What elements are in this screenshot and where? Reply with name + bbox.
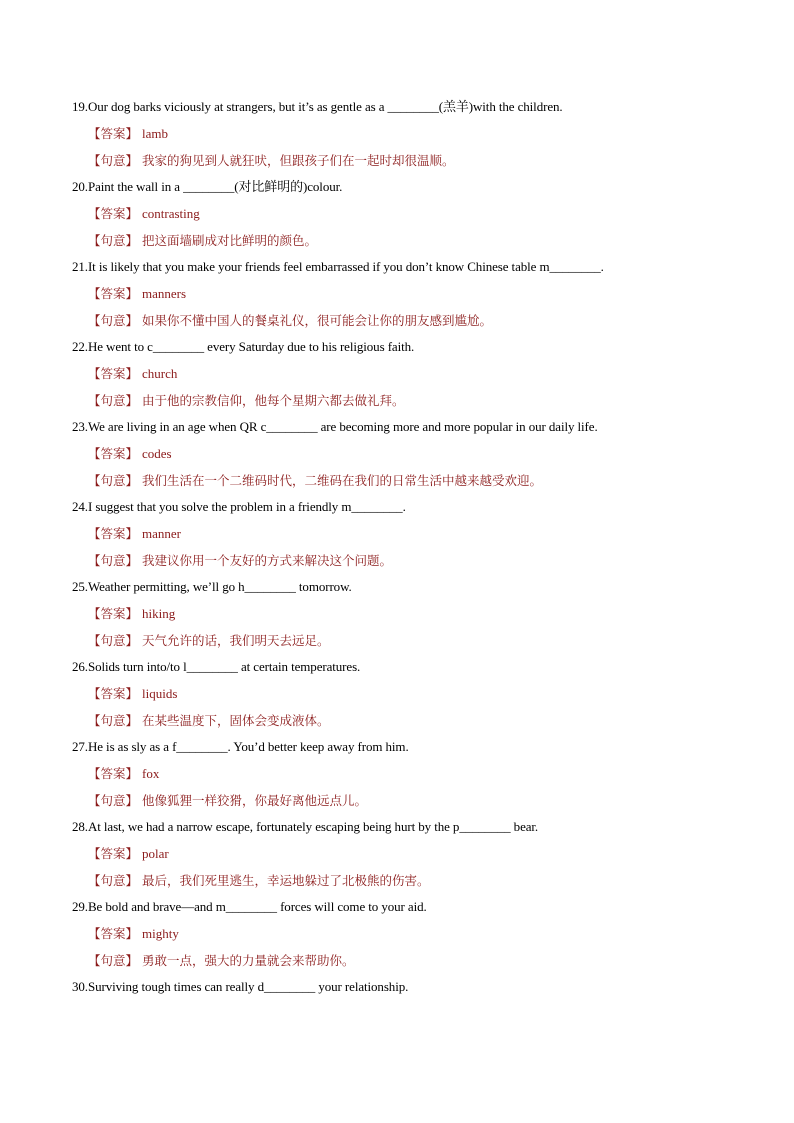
answer-line [72,680,732,707]
meaning-line [72,227,732,254]
answer-text: polar [142,846,169,861]
question-number: 26. [72,659,88,674]
exercise-item-30 [72,974,732,1000]
answer-label: 【答案】 [88,926,139,941]
meaning-line [72,787,732,814]
exercise-item-22 [72,334,732,414]
answer-text: liquids [142,686,178,701]
answer-label: 【答案】 [88,606,139,621]
meaning-line [72,947,732,974]
meaning-label: 【句意】 [88,793,139,808]
answer-line [72,440,732,467]
question-text: I suggest that you solve the problem in a friendly m________. [87,499,406,514]
exercise-item-26 [72,654,732,734]
answer-line [72,600,732,627]
question-number: 30. [72,979,88,994]
meaning-line [72,547,732,574]
meaning-line [72,627,732,654]
question-number: 20. [72,179,88,194]
exercise-item-19 [72,94,732,174]
question-text: Be bold and brave—and m________ forces will come to your aid. [87,899,427,914]
question-21 [72,254,732,280]
meaning-label: 【句意】 [88,553,139,568]
question-number: 27. [72,739,88,754]
question-number: 25. [72,579,88,594]
meaning-label: 【句意】 [88,153,139,168]
meaning-label: 【句意】 [88,953,139,968]
meaning-label: 【句意】 [88,313,139,328]
question-number: 24. [72,499,88,514]
question-28 [72,814,732,840]
meaning-text: 把这面墙刷成对比鲜明的颜色。 [142,233,318,248]
answer-text: manner [142,526,181,541]
exercise-item-23 [72,414,732,494]
answer-text: contrasting [142,206,200,221]
question-text: He went to c________ every Saturday due to his religious faith. [87,339,415,354]
question-text: Surviving tough times can really d________ your relationship. [87,979,409,994]
exercise-item-21 [72,254,732,334]
meaning-label: 【句意】 [88,233,139,248]
question-number: 21. [72,259,88,274]
answer-line [72,920,732,947]
question-text: Weather permitting, we’ll go h________ tomorrow. [87,579,352,594]
question-30 [72,974,732,1000]
meaning-line [72,147,732,174]
meaning-text: 由于他的宗教信仰，他每个星期六都去做礼拜。 [142,393,405,408]
question-number: 22. [72,339,88,354]
answer-text: mighty [142,926,179,941]
meaning-label: 【句意】 [88,393,139,408]
answer-label: 【答案】 [88,686,139,701]
question-text: At last, we had a narrow escape, fortunately escaping being hurt by the p________ bear. [87,819,539,834]
meaning-text: 我们生活在一个二维码时代，二维码在我们的日常生活中越来越受欢迎。 [142,473,543,488]
meaning-label: 【句意】 [88,873,139,888]
answer-label: 【答案】 [88,126,139,141]
meaning-text: 天气允许的话，我们明天去远足。 [142,633,330,648]
meaning-line [72,467,732,494]
answer-text: manners [142,286,187,301]
answer-text: hiking [142,606,176,621]
answer-line [72,840,732,867]
answer-line [72,200,732,227]
question-27 [72,734,732,760]
question-23 [72,414,732,440]
answer-label: 【答案】 [88,846,139,861]
question-text: He is as sly as a f________. You’d better keep away from him. [87,739,409,754]
meaning-line [72,867,732,894]
meaning-text: 勇敢一点，强大的力量就会来帮助你。 [142,953,355,968]
question-20 [72,174,732,200]
question-number: 23. [72,419,88,434]
question-29 [72,894,732,920]
exercise-item-25 [72,574,732,654]
answer-text: lamb [142,126,169,141]
meaning-line [72,307,732,334]
meaning-label: 【句意】 [88,633,139,648]
answer-label: 【答案】 [88,286,139,301]
question-text: Solids turn into/to l________ at certain temperatures. [87,659,361,674]
question-number: 28. [72,819,88,834]
answer-line [72,760,732,787]
meaning-label: 【句意】 [88,473,139,488]
question-number: 19. [72,99,88,114]
answer-line [72,120,732,147]
meaning-text: 如果你不懂中国人的餐桌礼仪，很可能会让你的朋友感到尴尬。 [142,313,493,328]
exercise-item-20 [72,174,732,254]
meaning-line [72,387,732,414]
meaning-text: 我家的狗见到人就狂吠，但跟孩子们在一起时却很温顺。 [142,153,455,168]
question-text: It is likely that you make your friends feel embarrassed if you don’t know Chinese table m________. [87,259,604,274]
exercise-item-29 [72,894,732,974]
answer-text: fox [142,766,160,781]
meaning-label: 【句意】 [88,713,139,728]
exercise-item-24 [72,494,732,574]
answer-label: 【答案】 [88,766,139,781]
question-number: 29. [72,899,88,914]
question-text: Paint the wall in a ________(对比鲜明的)colour. [87,179,343,194]
answer-line [72,520,732,547]
question-22 [72,334,732,360]
meaning-text: 他像狐狸一样狡猾，你最好离他远点儿。 [142,793,368,808]
meaning-text: 我建议你用一个友好的方式来解决这个问题。 [142,553,393,568]
exercise-item-27 [72,734,732,814]
meaning-text: 最后，我们死里逃生，幸运地躲过了北极熊的伤害。 [142,873,430,888]
meaning-line [72,707,732,734]
answer-text: church [142,366,178,381]
answer-label: 【答案】 [88,526,139,541]
answer-line [72,280,732,307]
question-text: Our dog barks viciously at strangers, but it’s as gentle as a ________(羔羊)with the children. [87,99,563,114]
question-25 [72,574,732,600]
answer-label: 【答案】 [88,446,139,461]
question-24 [72,494,732,520]
answer-label: 【答案】 [88,206,139,221]
question-text: We are living in an age when QR c________ are becoming more and more popular in our daily life. [87,419,598,434]
question-26 [72,654,732,680]
question-19 [72,94,732,120]
answer-text: codes [142,446,172,461]
exercise-item-28 [72,814,732,894]
exercise-list [72,94,732,1000]
answer-label: 【答案】 [88,366,139,381]
answer-line [72,360,732,387]
meaning-text: 在某些温度下，固体会变成液体。 [142,713,330,728]
